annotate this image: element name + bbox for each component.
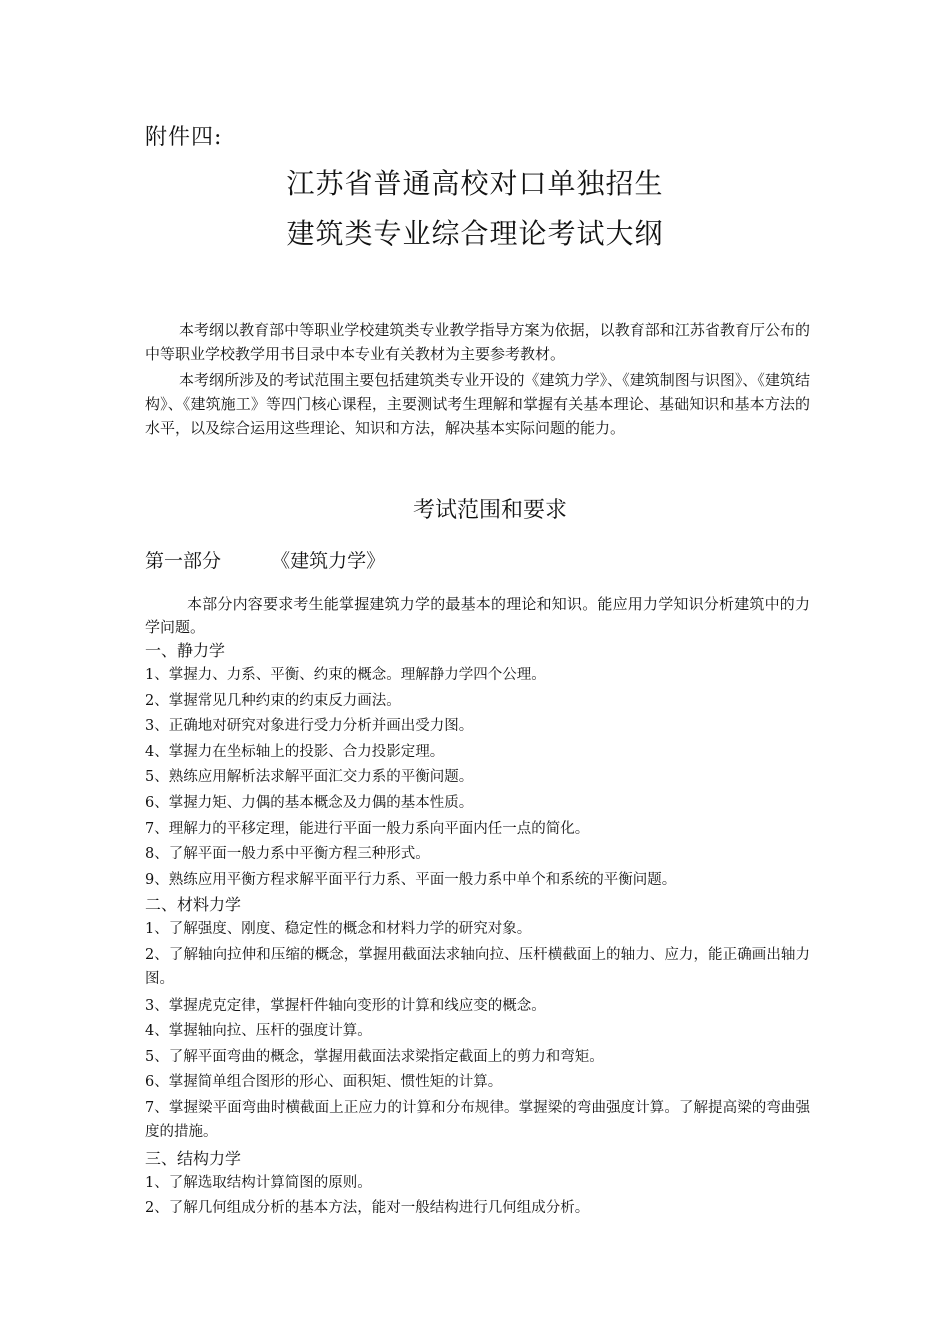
list-item: 2、了解轴向拉伸和压缩的概念，掌握用截面法求轴向拉、压杆横截面上的轴力、应力，能正确画出轴力图。 bbox=[145, 946, 810, 988]
subsection-title: 二、材料力学 bbox=[145, 895, 242, 915]
list-item: 5、了解平面弯曲的概念，掌握用截面法求梁指定截面上的剪力和弯矩。 bbox=[145, 1048, 604, 1065]
list-item: 4、掌握轴向拉、压杆的强度计算。 bbox=[145, 1023, 372, 1040]
part-label: 第一部分 bbox=[145, 550, 222, 572]
part-heading bbox=[145, 546, 385, 573]
requirements-list bbox=[145, 639, 810, 1222]
document-title-line-2: 建筑类专业综合理论考试大纲 bbox=[286, 217, 664, 250]
preface-paragraph-1: 本考纲以教育部中等职业学校建筑类专业教学指导方案为依据，以教育部和江苏省教育厅公布的中等职业学校教学用书目录中本专业有关教材为主要参考教材。 bbox=[145, 321, 810, 363]
list-item: 4、掌握力在坐标轴上的投影、合力投影定理。 bbox=[145, 743, 445, 760]
subsection-title: 一、静力学 bbox=[145, 641, 226, 660]
document-title-line-1: 江苏省普通高校对口单独招生 bbox=[286, 167, 664, 200]
list-item: 1、掌握力、力系、平衡、约束的概念。理解静力学四个公理。 bbox=[145, 667, 546, 683]
subsection-title: 三、结构力学 bbox=[145, 1148, 242, 1168]
list-item: 9、熟练应用平衡方程求解平面平行力系、平面一般力系中单个和系统的平衡问题。 bbox=[145, 871, 677, 888]
list-item: 3、正确地对研究对象进行受力分析并画出受力图。 bbox=[145, 718, 474, 735]
attachment-label: 附件四: bbox=[145, 125, 223, 150]
list-item: 7、掌握梁平面弯曲时横截面上正应力的计算和分布规律。掌握梁的弯曲强度计算。了解提高梁的弯曲强度的措施。 bbox=[145, 1099, 810, 1141]
preface-paragraph-2: 本考纲所涉及的考试范围主要包括建筑类专业开设的《建筑力学》、《建筑制图与识图》、《建筑结构》、《建筑施工》等四门核心课程，主要测试考生理解和掌握有关基本理论、基础知识和基本方法的水平，以及综合运用这些理论、知识和方法，解决基本实际问题的能力。 bbox=[145, 371, 810, 437]
list-item: 7、理解力的平移定理，能进行平面一般力系向平面内任一点的简化。 bbox=[145, 820, 590, 837]
list-item: 5、熟练应用解析法求解平面汇交力系的平衡问题。 bbox=[145, 769, 474, 786]
list-item: 1、了解选取结构计算简图的原则。 bbox=[145, 1174, 372, 1191]
list-item: 3、掌握虎克定律，掌握杆件轴向变形的计算和线应变的概念。 bbox=[145, 997, 546, 1014]
list-item: 2、掌握常见几种约束的约束反力画法。 bbox=[145, 692, 401, 709]
list-item: 6、掌握简单组合图形的形心、面积矩、惯性矩的计算。 bbox=[145, 1074, 503, 1091]
list-item: 8、了解平面一般力系中平衡方程三种形式。 bbox=[145, 846, 430, 863]
part-intro: 本部分内容要求考生能掌握建筑力学的最基本的理论和知识。能应用力学知识分析建筑中的力学问题。 bbox=[145, 595, 810, 636]
list-item: 1、了解强度、刚度、稳定性的概念和材料力学的研究对象。 bbox=[145, 921, 532, 938]
list-item: 6、掌握力矩、力偶的基本概念及力偶的基本性质。 bbox=[145, 794, 474, 811]
part-name: 《建筑力学》 bbox=[271, 550, 386, 572]
section-heading: 考试范围和要求 bbox=[412, 498, 567, 523]
list-item: 2、了解几何组成分析的基本方法，能对一般结构进行几何组成分析。 bbox=[145, 1200, 590, 1217]
